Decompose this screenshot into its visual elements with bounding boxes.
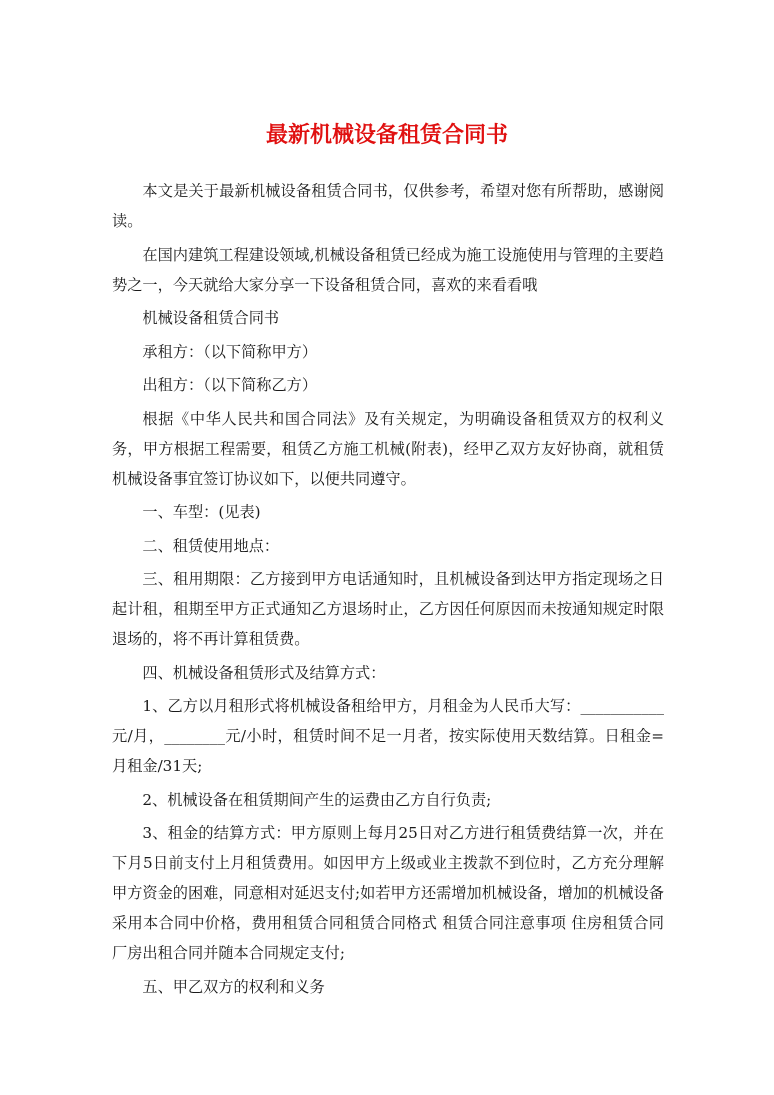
paragraph-legal-basis: 根据《中华人民共和国合同法》及有关规定，为明确设备租赁双方的权利义务，甲方根据工程需要，租赁乙方施工机械(附表)，经甲乙双方友好协商，就租赁机械设备事宜签订协议如下，以便共同遵守。: [112, 409, 664, 488]
paragraph-contract-heading: 机械设备租赁合同书: [142, 309, 280, 327]
document-title: 最新机械设备租赁合同书: [265, 123, 508, 148]
paragraph-lessor: 出租方：（以下简称乙方）: [142, 376, 318, 394]
paragraph-clause-2: 二、租赁使用地点：: [142, 536, 280, 555]
paragraph-clause-5: 五、甲乙双方的权利和义务: [142, 977, 325, 996]
paragraph-background: 在国内建筑工程建设领域,机械设备租赁已经成为施工设施使用与管理的主要趋势之一，今天就给大家分享一下设备租赁合同，喜欢的来看看哦: [112, 245, 664, 294]
paragraph-clause-4: 四、机械设备租赁形式及结算方式：: [142, 663, 386, 682]
paragraph-clause-3: 三、租用期限：乙方接到甲方电话通知时，且机械设备到达甲方指定现场之日起计租，租期至甲方正式通知乙方退场时止，乙方因任何原因而未按通知规定时限退场的，将不再计算租赁费。: [112, 570, 664, 648]
paragraph-clause-4-3: 3、租金的结算方式：甲方原则上每月25日对乙方进行租赁费结算一次，并在下月5日前支付上月租赁费用。如因甲方上级或业主拨款不到位时，乙方充分理解甲方资金的困难，同意相对延迟支付;如若甲方还需增加机械设备，增加的机械设备采用本合同中价格，费用租赁合同租赁合同格式 租赁合同注意事项 住房租赁合同 厂房出租合同并随本合同规定支付;: [112, 824, 664, 962]
document-body: [112, 176, 664, 1005]
paragraph-clause-4-2: 2、机械设备在租赁期间产生的运费由乙方自行负责;: [142, 790, 492, 809]
paragraph-lessee: 承租方：（以下简称甲方）: [142, 342, 318, 361]
paragraph-clause-1: 一、车型：(见表): [142, 503, 261, 521]
paragraph-intro: 本文是关于最新机械设备租赁合同书，仅供参考，希望对您有所帮助，感谢阅读。: [112, 182, 664, 230]
paragraph-clause-4-1: 1、乙方以月租形式将机械设备租给甲方，月租金为人民币大写：___________元/月，________元/小时，租赁时间不足一月者，按实际使用天数结算。日租金=月租金/31天;: [112, 697, 664, 775]
